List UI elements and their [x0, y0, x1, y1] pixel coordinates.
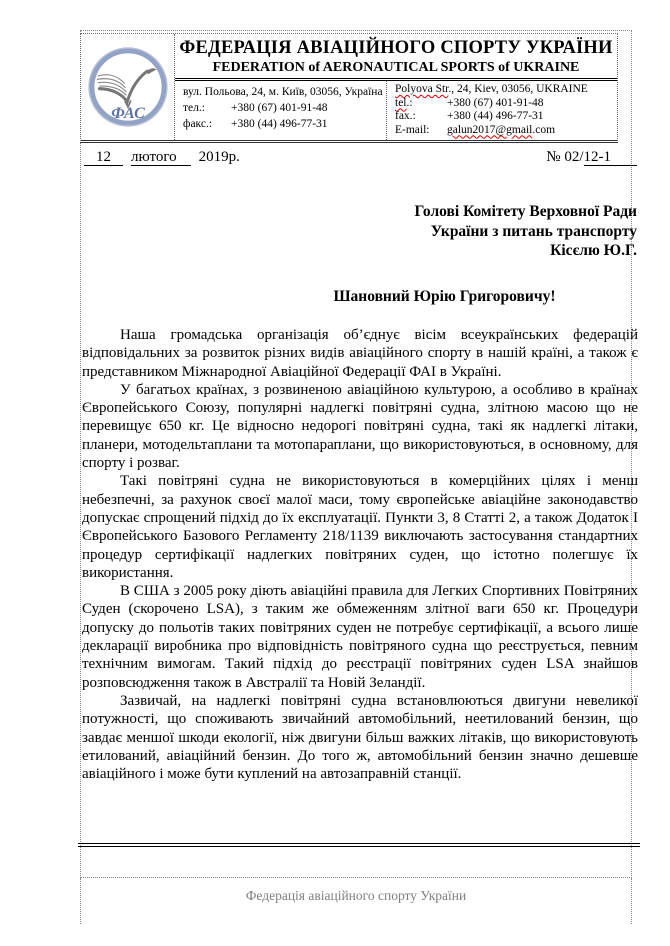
addressee-line: Кісєлю Ю.Г. — [550, 242, 637, 259]
letterhead — [80, 33, 618, 143]
address-line-en — [395, 83, 613, 97]
body-paragraph: У багатьох країнах, з розвиненою авіаційною культурою, а особливо в країнах Європейського Союзу, популярні надлегкі повітряні судна, злітною масою що не перевищує 650 кг. Це відносно недорогі повітряні судна, такі як надлегкі літаки, планери, мотодельтаплани та мотопараплани, що використовуються, в основному, для спорту і розваг. — [82, 381, 638, 472]
salutation: Шановний Юрію Григоровичу! — [333, 288, 556, 305]
fax-row-uk — [183, 116, 382, 132]
logo-text: ФАС — [110, 105, 145, 123]
phone-row-uk — [183, 100, 382, 116]
org-title-english: FEDERATION of AERONAUTICAL SPORTS of UKRAINE — [212, 59, 580, 75]
fax-label-uk: факс.: — [183, 117, 213, 130]
tel-label-suffix: .: — [406, 96, 413, 109]
address-line-uk: вул. Польова, 24, м. Київ, 03056, Україна — [183, 85, 383, 98]
date-month: лютого — [131, 149, 191, 166]
body-paragraph: Наша громадська організація об’єднує вісім всеукраїнських федерацій відповідальних за розвиток різних видів авіаційного спорту в нашій країні, а також є представником Міжнародної Авіаційної Федерації ФАІ в Україні. — [82, 327, 638, 380]
email-label: E-mail: — [395, 123, 430, 136]
tel-label-en — [395, 97, 447, 111]
letterhead-right — [175, 34, 617, 140]
fax-value-en: +380 (44) 496-77-31 — [447, 110, 544, 123]
addressee-line: України з питань транспорту — [430, 222, 637, 240]
fas-federation-logo-icon — [86, 45, 170, 129]
tel-label-word: tel — [395, 96, 407, 109]
number-prefix: № 02/ — [546, 149, 584, 165]
tel-value-uk: +380 (67) 401-91-48 — [231, 101, 328, 114]
letter-body — [82, 326, 638, 783]
contact-block-ukrainian — [175, 81, 387, 140]
email-value — [447, 124, 555, 138]
date-day: 12 — [84, 149, 123, 166]
date-year: 2019р. — [198, 149, 240, 165]
addressee-block — [414, 202, 637, 261]
tel-value-en: +380 (67) 401-91-48 — [447, 96, 544, 109]
address-street-en: Polyova Str — [395, 82, 449, 95]
email-row — [395, 124, 613, 138]
body-paragraph: Такі повітряні судна не використовуються в комерційних цілях і менш небезпечні, за рахунок своєї малої маси, тому європейське авіаційне законодавство допускає спрощений підхід до їх експлуатації. Пункти 3, 8 Статті 2, а також Додаток І Європейського Базового Регламенту 218/1139 виключають застосування стандартних процедур сертифікації надлегких повітряних суден, що істотно полегшує їх використання. — [82, 473, 638, 581]
number-value: 12-1 — [584, 149, 638, 166]
fax-label-en: fax.: — [395, 110, 416, 123]
address-rest-en: ., 24, Kiev, 03056, UKRAINE — [448, 82, 588, 95]
addressee-line: Голові Комітету Верховної Ради — [414, 203, 637, 220]
fax-row-en — [395, 110, 613, 124]
email-flagged-part: galun2017@gmail — [447, 123, 533, 136]
page-footer-text: Федерація авіаційного спорту України — [245, 888, 467, 903]
contact-block-english — [387, 81, 617, 140]
letter-date — [84, 148, 240, 166]
tel-label-uk: тел.: — [183, 101, 205, 114]
email-rest-part: .com — [532, 123, 556, 136]
letter-number — [546, 148, 637, 166]
letterhead-contacts — [175, 81, 617, 140]
phone-row-en — [395, 97, 613, 111]
org-title-ukrainian: ФЕДЕРАЦІЯ АВІАЦІЙНОГО СПОРТУ УКРАЇНИ — [179, 38, 613, 58]
body-paragraph: В США з 2005 року діють авіаційні правила для Легких Спортивних Повітряних Суден (скорочено LSA), з таким же обмеженням злітної ваги 650 кг. Процедури допуску до польотів таких повітряних суден не потребує сертифікації, а всього лише декларації виробника про відповідність повітряного судна що реєструється, певним технічним вимогам. Такий підхід до реєстрації повітряних суден LSA знайшов розповсюдження також в Австралії та Новій Зеландії. — [82, 583, 638, 691]
letterhead-titles — [175, 34, 617, 81]
fax-value-uk: +380 (44) 496-77-31 — [231, 117, 328, 130]
logo-cell — [81, 34, 175, 140]
bottom-double-rule — [78, 843, 640, 847]
reference-line — [84, 148, 637, 166]
body-paragraph: Зазвичай, на надлегкі повітряні судна встановлюються двигуни невеликої потужності, що споживають звичайний автомобільний, неетилований бензин, що завдає меншої шкоди екології, ніж двигуни більш важких літаків, що використовують етилований, авіаційний бензин. До того ж, автомобільний бензин значно дешевше авіаційного і може бути куплений на автозаправній станції. — [82, 692, 638, 783]
